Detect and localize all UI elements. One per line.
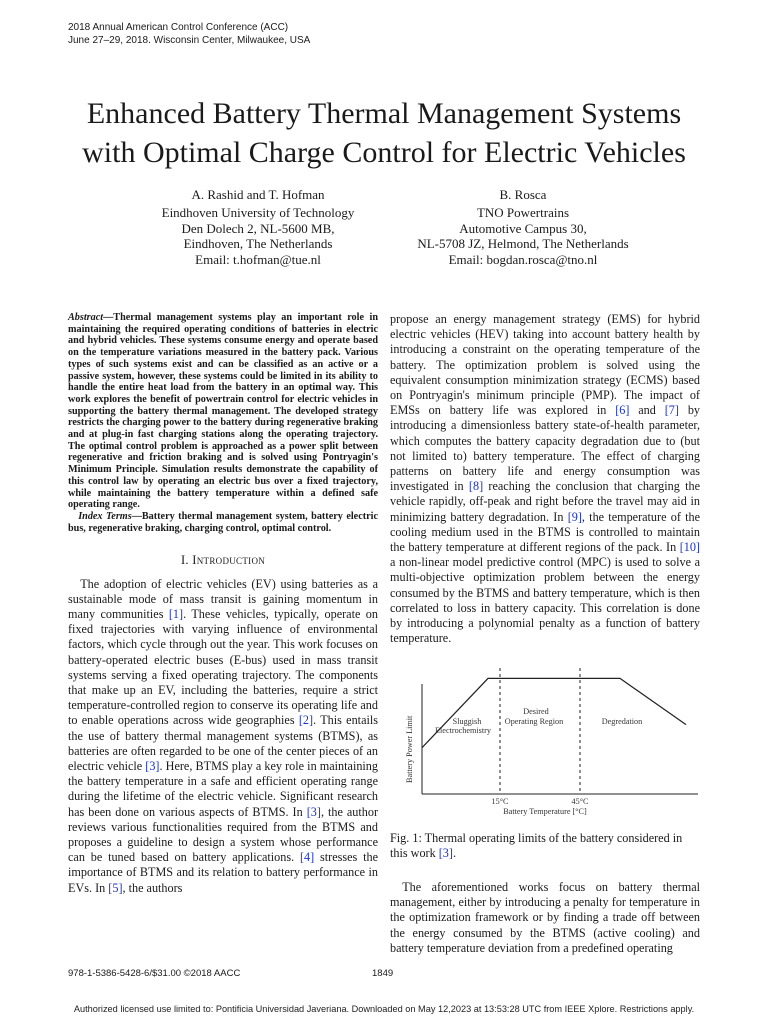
citation-link[interactable]: [7] [664,403,679,418]
region-label: Electrochemistry [435,726,491,735]
x-tick-label: 45°C [571,797,589,806]
index-terms-text: —Battery thermal management system, battery electric bus, regenerative braking, charging control, optimal control. [68,510,378,534]
citation-link[interactable]: [3] [306,804,321,819]
x-axis-label: Battery Temperature [°C] [503,807,587,816]
citation-link[interactable]: [4] [300,850,315,865]
power-limit-curve [422,678,686,747]
author-email: Email: bogdan.rosca@tno.nl [448,251,598,267]
author-address-line: NL-5708 JZ, Helmond, The Netherlands [417,236,629,252]
index-terms [68,511,378,534]
body-paragraph: The aforementioned works focus on battery thermal management, either by introducing a penalty for temperature in the optimization framework or by finding a trade off between the energy consumed by the BTMS (active cooling) and battery temperature deviation from a predefined operating [390,880,700,955]
x-tick-label: 15°C [491,797,509,806]
citation-link[interactable]: [6] [615,403,630,418]
section-title: Introduction [192,553,266,568]
conference-header [68,22,310,47]
author-block-right [383,187,663,267]
caption-text: . [452,846,457,861]
author-address-line: Automotive Campus 30, [459,220,587,236]
license-notice: Authorized licensed use limited to: Pontificia Universidad Javeriana. Downloaded on May 12,2023 at 13:53:28 UTC from IEEE Xplore. Restrictions apply. [73,1004,695,1014]
author-email: Email: t.hofman@tue.nl [195,251,321,267]
body-text: , the author reviews various functionalities required from the BTMS and proposes a guideline to design a system whose performance can be tuned based on battery applications. [68,804,379,865]
caption-text: Fig. 1: Thermal operating limits of the battery considered in this work [390,831,683,861]
abstract-text: —Thermal management systems play an important role in maintaining the required operating conditions of batteries in electric and hybrid vehicles. These systems consume energy and operate based on the temperature variations measured in the battery pack. Various types of such systems exist and can be classified as an active or a passive system, however, these systems could be limited in its ability to handle the entire heat load from the battery in an optimal way. This work explores the benefit of powertrain control for electric vehicles in supporting the battery thermal management. The developed strategy restricts the charging power to the battery during regenerative braking and at plug-in fast charging stations along the operating trajectory. The optimal control problem is approached as a power split between regenerative and friction braking and is solved using Pontryagin's Minimum Principle. Simulation results demonstrate the capability of this control law by operating an electric bus over a fixed trajectory, while maintaining the battery temperature within a defined safe operating range. [68,312,378,511]
author-address-line: Den Dolech 2, NL-5600 MB, [181,220,335,236]
citation-link[interactable]: [2] [298,713,314,728]
paper-title [40,94,728,172]
citation-link[interactable]: [9] [567,509,582,524]
author-address-line: Eindhoven, The Netherlands [183,236,333,252]
body-paragraph [390,312,700,646]
citation-link[interactable]: [3] [438,846,453,861]
body-text: The adoption of electric vehicles (EV) using batteries as a sustainable mode of mass transit is gaining momentum in many communities [68,576,378,621]
title-line-2: with Optimal Charge Control for Electric Vehicles [82,136,686,169]
author-names: A. Rashid and T. Hofman [191,187,325,202]
section-numeral: I. [180,553,193,568]
battery-limits-chart [390,668,710,828]
title-line-1: Enhanced Battery Thermal Management Systems [86,97,682,130]
right-column [390,312,700,646]
body-text: stresses the importance of BTMS and its relation to battery performance in EVs. In [68,850,378,895]
citation-link[interactable]: [1] [168,606,184,621]
citation-link[interactable]: [5] [108,880,123,895]
conference-name: 2018 Annual American Control Conference (ACC) [68,22,289,33]
region-label: Degredation [601,717,643,726]
body-text: propose an energy management strategy (EMS) for hybrid electric vehicles (HEV) taking into account battery health by introducing a constraint on the operating temperature of the battery. The optimization problem is solved using the equivalent consumption minimization strategy (ECMS) based on Pontryagin's minimum principle (PMP). The impact of EMSs on battery life was explored in [390,312,700,418]
body-text: , the authors [122,880,183,895]
body-text: a non-linear model predictive control (MPC) is used to solve a multi-objective optimization problem between the energy consumed by the BTMS and battery temperature, which is then correlated to loss in battery capacity. This correlation is done by introducing a polynomial penalty as a function of battery temperature. [390,555,700,646]
citation-link[interactable]: [8] [468,479,484,494]
author-affiliation: TNO Powertrains [476,205,570,221]
author-affiliation: Eindhoven University of Technology [161,205,355,221]
region-label: Operating Region [504,717,564,726]
footer-isbn: 978-1-5386-5428-6/$31.00 ©2018 AACC [68,968,241,979]
left-column [68,312,378,896]
conference-dates-venue: June 27–29, 2018. Wisconsin Center, Milwaukee, USA [68,34,311,46]
author-names: B. Rosca [499,187,547,202]
body-text: reaching the conclusion that charging the vehicle rapidly, off-peak and right before the travel may aid in minimizing battery degradation. In [390,479,700,524]
section-heading [68,553,378,568]
region-label: Desired [523,707,549,716]
body-text: , the temperature of the cooling medium used in the BTMS is controlled to maintain the battery temperature at different regions of the pack. In [390,509,700,555]
body-text: . Here, BTMS play a key role in maintaining the battery temperature in a safe and efficient operating range during the lifetime of the electric vehicle. Significant research has been done on various aspects of BTMS. In [68,759,378,819]
body-text: . These vehicles, typically, operate on fixed trajectories with varying influence of environmental factors, which cycle through out the year. This work focuses on battery-operated electric buses (E-bus) used in mass transit systems serving a fixed operating trajectory. The components that make up an EV, including the batteries, require a strict temperature-controlled region to conserve its operating life and to enable operations across wide geographies [68,606,378,728]
page-number: 1849 [372,968,394,979]
region-label: Sluggish [452,717,482,726]
citation-link[interactable]: [10] [679,540,700,555]
citation-link[interactable]: [3] [145,759,160,773]
body-text: by introducing a dimensionless battery state-of-health parameter, which computes the battery capacity degradation due to (but not limited to) battery temperature. The effect of charging patterns on battery life and energy consumption was investigated in [390,403,701,494]
y-axis-label: Battery Power Limit [405,715,414,783]
abstract-label: Abstract [68,312,104,323]
figure-1 [390,668,710,828]
intro-paragraph [68,577,378,896]
index-terms-label: Index Terms [78,510,132,522]
abstract [68,312,378,511]
author-block-left [118,187,398,267]
body-text: . This entails the use of battery thermal management systems (BTMS), as batteries are often regarded to be one of the center pieces of an electric vehicle [68,713,378,773]
figure-caption [390,831,700,861]
body-text: and [629,403,665,418]
